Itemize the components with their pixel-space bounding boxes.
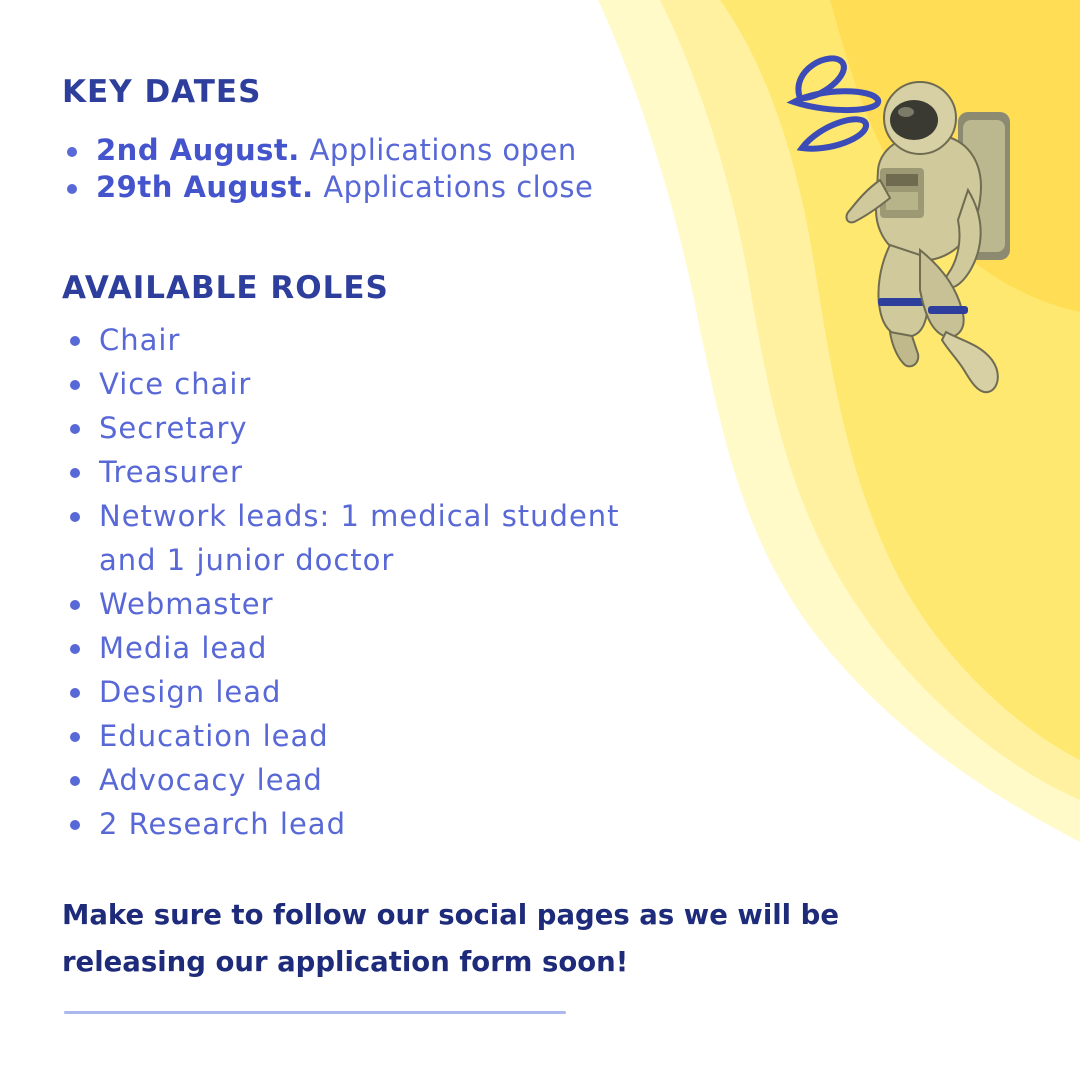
list-item (62, 169, 593, 206)
role-label: Network leads: 1 medical student (99, 499, 620, 533)
list-item (70, 450, 620, 494)
list-item (70, 714, 620, 758)
role-label: Treasurer (99, 455, 243, 489)
role-label: Secretary (99, 411, 248, 445)
available-roles-heading: AVAILABLE ROLES (62, 270, 389, 306)
astronaut-icon (847, 82, 1010, 392)
divider (64, 1011, 566, 1014)
role-label: Advocacy lead (99, 763, 323, 797)
list-item (70, 494, 620, 582)
role-label: Chair (99, 323, 181, 357)
role-label: Webmaster (99, 587, 274, 621)
list-item (70, 318, 620, 362)
sparkle-loops-icon (794, 58, 878, 148)
date-text: Applications close (313, 169, 594, 204)
date-label: 2nd August. (96, 133, 300, 167)
list-item (70, 802, 620, 846)
role-label: 2 Research lead (99, 807, 346, 841)
footer-message (62, 892, 882, 986)
list-item (70, 758, 620, 802)
list-item (70, 362, 620, 406)
list-item (70, 406, 620, 450)
role-label: Education lead (99, 719, 329, 753)
role-label: Media lead (99, 631, 268, 665)
list-item (70, 626, 620, 670)
roles-list (70, 318, 620, 846)
date-text: Applications open (299, 133, 577, 167)
footer-line: releasing our application form soon! (62, 946, 629, 978)
role-label-continued: and 1 junior doctor (99, 543, 395, 577)
key-dates-heading: KEY DATES (62, 74, 262, 110)
role-label: Vice chair (99, 367, 252, 401)
key-dates-list (62, 132, 593, 205)
role-label: Design lead (99, 675, 282, 709)
list-item (70, 582, 620, 626)
astronaut-illustration (780, 40, 1040, 410)
footer-line: Make sure to follow our social pages as we will be (62, 899, 840, 931)
list-item (70, 670, 620, 714)
list-item (62, 132, 593, 169)
date-label: 29th August. (96, 169, 314, 204)
